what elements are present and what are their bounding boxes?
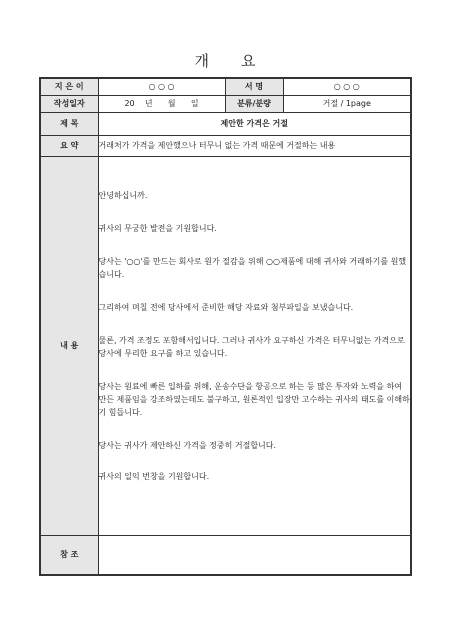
- content-paragraph: 당사는 귀사가 제안하신 가격을 정중히 거절합니다.: [98, 440, 277, 450]
- author-label: 지 은 이: [40, 78, 98, 95]
- summary-row: [40, 135, 411, 156]
- content-paragraph: 귀사의 일익 번창을 기원합니다.: [98, 471, 210, 481]
- content-row: [40, 156, 411, 535]
- content-paragraph: 당사는 원료에 빠른 입하를 위해, 운송수단을 항공으로 하는 등 많은 투자와 노력을 하여 만든 제품임을 강조하였는데도 불구하고, 원론적인 입장만 고수하는 귀사의 태도를 이해하기 힘듭니다.: [98, 381, 410, 417]
- author-value: ○ ○ ○: [98, 78, 225, 95]
- date-label: 작성일자: [40, 95, 98, 112]
- content-label: 내 용: [40, 156, 98, 535]
- subject-value: 제안한 가격은 거절: [98, 112, 411, 135]
- category-value: 거절 / 1page: [283, 95, 411, 112]
- reference-row: [40, 535, 411, 575]
- content-body: [98, 156, 411, 535]
- date-year-unit: 년: [144, 99, 153, 108]
- content-paragraph: 물론, 가격 조정도 포함해서입니다. 그러나 귀사가 요구하신 가격은 터무니없는 가격으로 당사에 무리한 요구를 하고 있습니다.: [98, 335, 405, 358]
- reference-label: 참 조: [40, 535, 98, 575]
- content-paragraph: 당사는 '○○'를 만드는 회사로 원가 절감을 위해 ○○제품에 대해 귀사와 거래하기를 원했습니다.: [98, 256, 407, 279]
- signature-value: ○ ○ ○: [283, 78, 411, 95]
- overview-form-table: [39, 77, 412, 576]
- author-row: [40, 78, 411, 95]
- subject-label: 제 목: [40, 112, 98, 135]
- page-title: [0, 50, 450, 71]
- summary-value: 거래처가 가격을 제안했으나 터무니 없는 가격 때문에 거절하는 내용: [98, 135, 411, 156]
- content-paragraph: 귀사의 무궁한 발전을 기원합니다.: [98, 223, 217, 233]
- date-row: [40, 95, 411, 112]
- category-label: 분류/분량: [225, 95, 283, 112]
- summary-label: 요 약: [40, 135, 98, 156]
- reference-value: [98, 535, 411, 575]
- page-title-char-2: 요: [241, 52, 256, 70]
- page-title-char-1: 개: [194, 52, 209, 70]
- date-value: [98, 95, 225, 112]
- date-day-unit: 일: [190, 99, 199, 108]
- subject-row: [40, 112, 411, 135]
- date-year-prefix: 20: [124, 99, 135, 108]
- content-paragraph: 안녕하십니까.: [98, 190, 148, 200]
- date-month-unit: 월: [167, 99, 176, 108]
- content-paragraph: 그리하여 며칠 전에 당사에서 준비한 해당 자료와 첨부파일을 보냈습니다.: [98, 302, 354, 312]
- signature-label: 서 명: [225, 78, 283, 95]
